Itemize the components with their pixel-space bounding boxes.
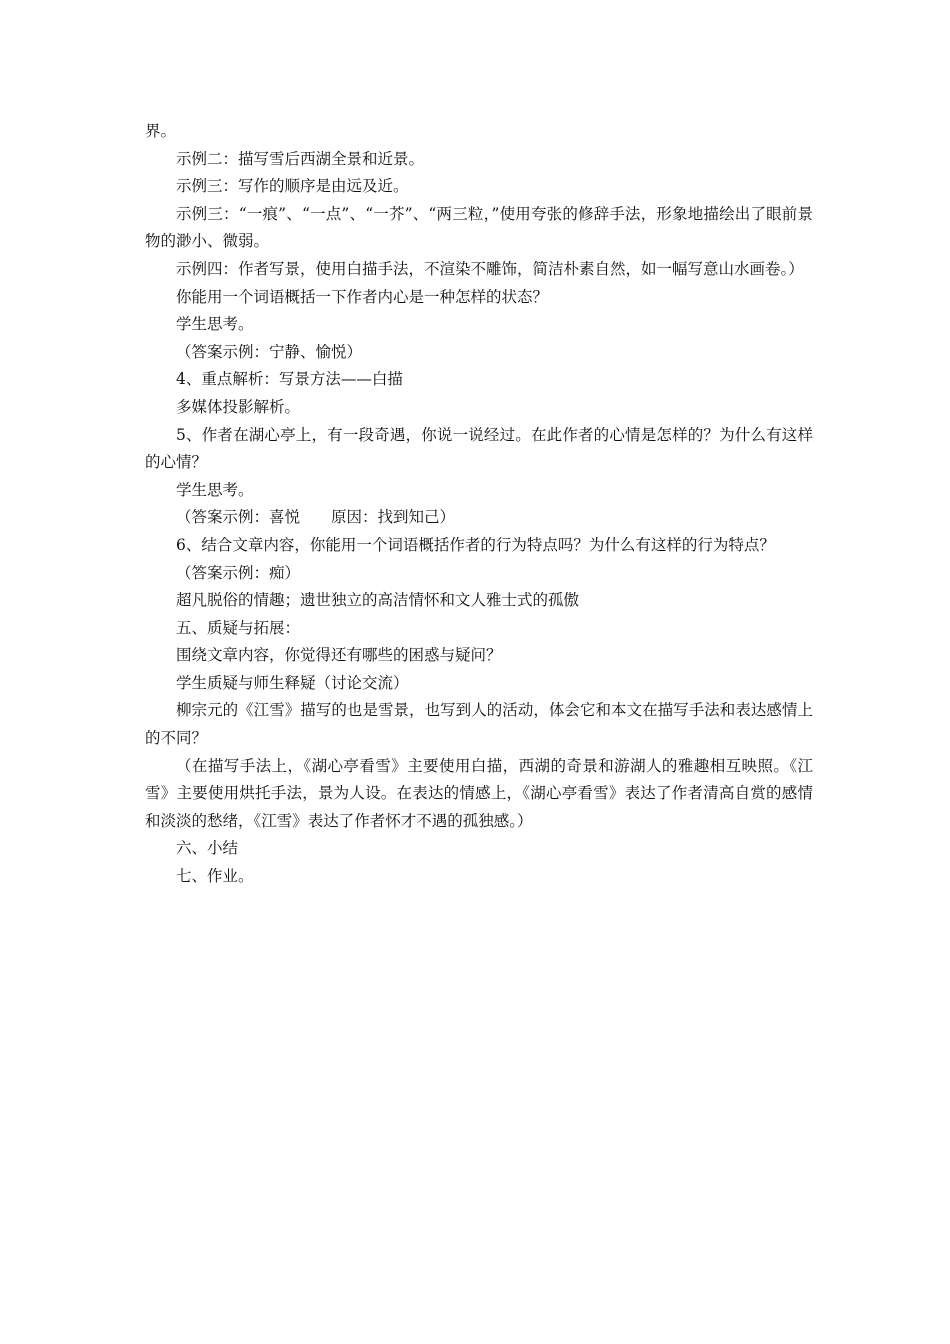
paragraph-answer-3: （答案示例：痴） xyxy=(176,563,301,582)
paragraph-example-3a: 示例三：写作的顺序是由远及近。 xyxy=(176,177,409,196)
paragraph-section-4: 4、重点解析：写景方法——白描 xyxy=(176,370,403,389)
paragraph-question-mood: 你能用一个词语概括一下作者内心是一种怎样的状态？ xyxy=(176,287,549,306)
paragraph-discussion: 学生质疑与师生释疑（讨论交流） xyxy=(176,673,409,692)
paragraph-answer-2: （答案示例：喜悦 原因：找到知己） xyxy=(176,508,456,527)
heading-section-five: 五、质疑与拓展： xyxy=(176,618,301,637)
paragraph-example-2: 示例二：描写雪后西湖全景和近景。 xyxy=(176,149,425,168)
heading-section-seven: 七、作业。 xyxy=(176,867,254,886)
paragraph-student-think-2: 学生思考。 xyxy=(176,480,254,499)
paragraph-question-doubts: 围绕文章内容，你觉得还有哪些的困惑与疑问？ xyxy=(176,646,502,665)
paragraph-section-5: 5、作者在湖心亭上，有一段奇遇，你说一说经过。在此作者的心情是怎样的？为什么有这样的心情？ xyxy=(145,425,813,472)
paragraph-jiangxue-question: 柳宗元的《江雪》描写的也是雪景，也写到人的活动，体会它和本文在描写手法和表达感情上的不同？ xyxy=(145,701,813,748)
paragraph-jiangxue-answer: （在描写手法上，《湖心亭看雪》主要使用白描，西湖的奇景和游湖人的雅趣相互映照。《江雪》主要使用烘托手法，景为人设。在表达的情感上，《湖心亭看雪》表达了作者清高自赏的感情和淡淡的愁绪，《江雪》表达了作者怀才不遇的孤独感。） xyxy=(145,756,813,830)
paragraph-student-think-1: 学生思考。 xyxy=(176,315,254,334)
paragraph-answer-1: （答案示例：宁静、愉悦） xyxy=(176,342,363,361)
paragraph-example-3b: 示例三：“一痕”、“一点”、“一芥”、“两三粒，”使用夸张的修辞手法，形象地描绘出了眼前景物的渺小、微弱。 xyxy=(145,204,813,251)
paragraph-multimedia: 多媒体投影解析。 xyxy=(176,397,301,416)
heading-section-six: 六、小结 xyxy=(176,839,239,858)
document-body xyxy=(145,118,813,891)
paragraph-continuation: 界。 xyxy=(145,122,177,140)
paragraph-summary-traits: 超凡脱俗的情趣；遗世独立的高洁情怀和文人雅士式的孤傲 xyxy=(176,591,580,610)
paragraph-section-6: 6、结合文章内容，你能用一个词语概括作者的行为特点吗？为什么有这样的行为特点？ xyxy=(176,535,775,554)
paragraph-example-4: 示例四：作者写景，使用白描手法，不渲染不雕饰，简洁朴素自然，如一幅写意山水画卷。） xyxy=(176,259,804,278)
